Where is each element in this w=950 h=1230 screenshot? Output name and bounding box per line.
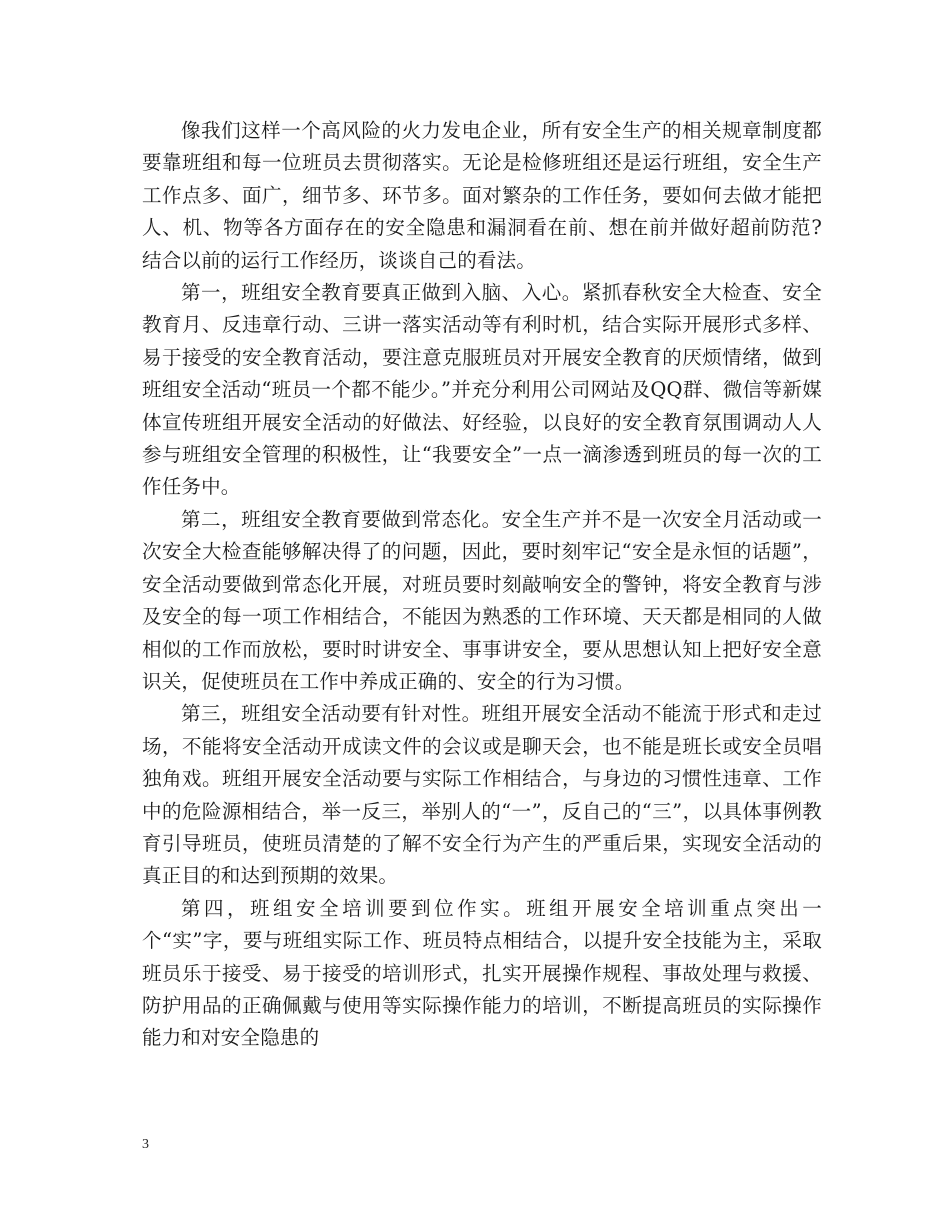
paragraph-first-point: 第一，班组安全教育要真正做到入脑、入心。紧抓春秋安全大检查、安全教育月、反违章行动、三讲一落实活动等有利时机，结合实际开展形式多样、易于接受的安全教育活动，要注意克服班员对开展安全教育的厌烦情绪，做到班组安全活动“班员一个都不能少。”并充分利用公司网站及QQ群、微信等新媒体宣传班组开展安全活动的好做法、好经验，以良好的安全教育氛围调动人人参与班组安全管理的积极性，让“我要安全”一点一滴渗透到班员的每一次的工作任务中。: [142, 281, 822, 499]
paragraph-fourth-point: 第四，班组安全培训要到位作实。班组开展安全培训重点突出一个“实”字，要与班组实际工作、班员特点相结合，以提升安全技能为主，采取班员乐于接受、易于接受的培训形式，扎实开展操作规程、事故处理与救援、防护用品的正确佩戴与使用等实际操作能力的培训，不断提高班员的实际操作能力和对安全隐患的: [142, 896, 822, 1050]
page-number: 3: [142, 1137, 149, 1152]
paragraph-intro: 像我们这样一个高风险的火力发电企业，所有安全生产的相关规章制度都要靠班组和每一位班员去贯彻落实。无论是检修班组还是运行班组，安全生产工作点多、面广，细节多、环节多。面对繁杂的工作任务，要如何去做才能把人、机、物等各方面存在的安全隐患和漏洞看在前、想在前并做好超前防范?结合以前的运行工作经历，谈谈自己的看法。: [142, 119, 822, 272]
paragraph-third-point: 第三，班组安全活动要有针对性。班组开展安全活动不能流于形式和走过场，不能将安全活动开成读文件的会议或是聊天会，也不能是班长或安全员唱独角戏。班组开展安全活动要与实际工作相结合，与身边的习惯性违章、工作中的危险源相结合，举一反三，举别人的“一”，反自己的“三”，以具体事例教育引导班员，使班员清楚的了解不安全行为产生的严重后果，实现安全活动的真正目的和达到预期的效果。: [142, 702, 822, 888]
document-body: [142, 115, 822, 1055]
paragraph-second-point: 第二，班组安全教育要做到常态化。安全生产并不是一次安全月活动或一次安全大检查能够解决得了的问题，因此，要时刻牢记“安全是永恒的话题”，安全活动要做到常态化开展，对班员要时刻敲响安全的警钟，将安全教育与涉及安全的每一项工作相结合，不能因为熟悉的工作环境、天天都是相同的人做相似的工作而放松，要时时讲安全、事事讲安全，要从思想认知上把好安全意识关，促使班员在工作中养成正确的、安全的行为习惯。: [142, 507, 822, 693]
